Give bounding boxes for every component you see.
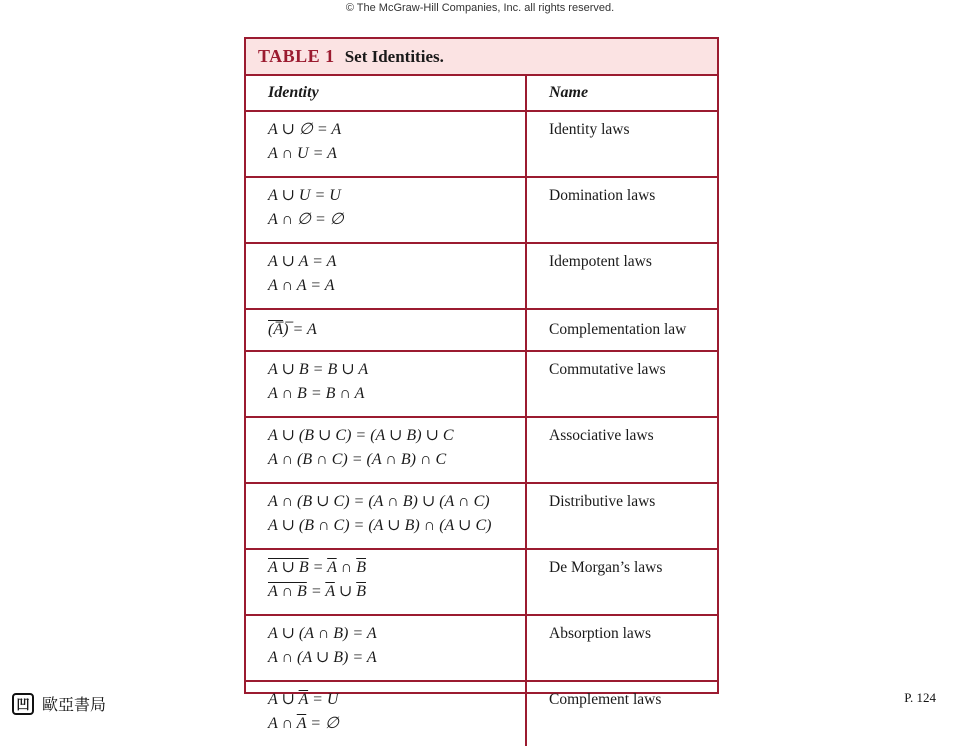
- identity-line: A ∪ ∅ = A: [268, 121, 342, 138]
- identity-line: A ∪ U = U: [268, 187, 341, 204]
- identity-line: A ∪ $\overline{A} = U$: [268, 691, 339, 708]
- identity-line: A ∪ B = B ∪ A: [268, 361, 369, 378]
- identity-line: (A̅)̅ = A: [268, 321, 317, 338]
- identity-line: A ∪ (B ∩ C) = (A ∪ B) ∩ (A ∪ C): [268, 517, 492, 534]
- law-name: Domination laws: [526, 177, 717, 243]
- identity-cell: [246, 417, 526, 483]
- identity-cell: [246, 111, 526, 177]
- law-name: Complementation law: [526, 309, 717, 351]
- identity-cell: [246, 243, 526, 309]
- identity-line: A ∪ $B = \overline{A}$ ∩ $\overline{B}$: [268, 559, 367, 576]
- identity-cell: [246, 483, 526, 549]
- identity-line: A ∩ ∅ = ∅: [268, 211, 344, 228]
- header-identity: Identity: [246, 76, 526, 111]
- identity-line: A ∩ B = B ∩ A: [268, 385, 365, 402]
- identity-line: A ∪ (A ∩ B) = A: [268, 625, 377, 642]
- table-row: [246, 243, 717, 309]
- table-row: [246, 483, 717, 549]
- table-caption: [246, 39, 717, 76]
- identity-line: A ∩ (B ∩ C) = (A ∩ B) ∩ C: [268, 451, 447, 468]
- law-name: Associative laws: [526, 417, 717, 483]
- identity-line: A ∩ U = A: [268, 145, 337, 162]
- table-row: [246, 351, 717, 417]
- page-number: P. 124: [904, 690, 936, 705]
- law-name: Distributive laws: [526, 483, 717, 549]
- law-name: Absorption laws: [526, 615, 717, 681]
- law-name: De Morgan’s laws: [526, 549, 717, 615]
- publisher-logo: [12, 692, 106, 715]
- table-row: [246, 111, 717, 177]
- identity-line: A ∩ $\overline{A}$ = ∅: [268, 715, 339, 732]
- table-row: [246, 549, 717, 615]
- law-name: Commutative laws: [526, 351, 717, 417]
- identity-line: A ∩ $B = \overline{A}$ ∪ $\overline{B}$: [268, 583, 366, 600]
- header-name: Name: [526, 76, 717, 111]
- law-name: Complement laws: [549, 691, 662, 708]
- table-number: TABLE 1: [258, 46, 335, 66]
- law-name: Idempotent laws: [526, 243, 717, 309]
- publisher-name: 歐亞書局: [42, 695, 107, 714]
- table-row: [246, 309, 717, 351]
- identity-line: A ∪ A = A: [268, 253, 337, 270]
- identity-cell: [246, 309, 526, 351]
- identity-cell: [246, 351, 526, 417]
- table-title: Set Identities.: [344, 46, 444, 66]
- identity-cell: [246, 549, 526, 615]
- table-row: [246, 615, 717, 681]
- set-identities-table: [244, 37, 719, 732]
- identity-line: A ∩ A = A: [268, 277, 335, 294]
- law-name: Identity laws: [526, 111, 717, 177]
- identity-line: A ∪ (B ∪ C) = (A ∪ B) ∪ C: [268, 427, 454, 444]
- identity-cell: [246, 615, 526, 681]
- publisher-logo-icon: 凹: [12, 693, 34, 715]
- table-row: [246, 417, 717, 483]
- identity-cell: [246, 177, 526, 243]
- identity-line: A ∩ (B ∪ C) = (A ∩ B) ∪ (A ∩ C): [268, 493, 490, 510]
- identity-line: A ∩ (A ∪ B) = A: [268, 649, 377, 666]
- copyright-notice: © The McGraw-Hill Companies, Inc. all rights reserved.: [345, 2, 615, 14]
- table-row: [246, 177, 717, 243]
- table-row: [246, 681, 717, 746]
- identity-cell: [246, 681, 526, 746]
